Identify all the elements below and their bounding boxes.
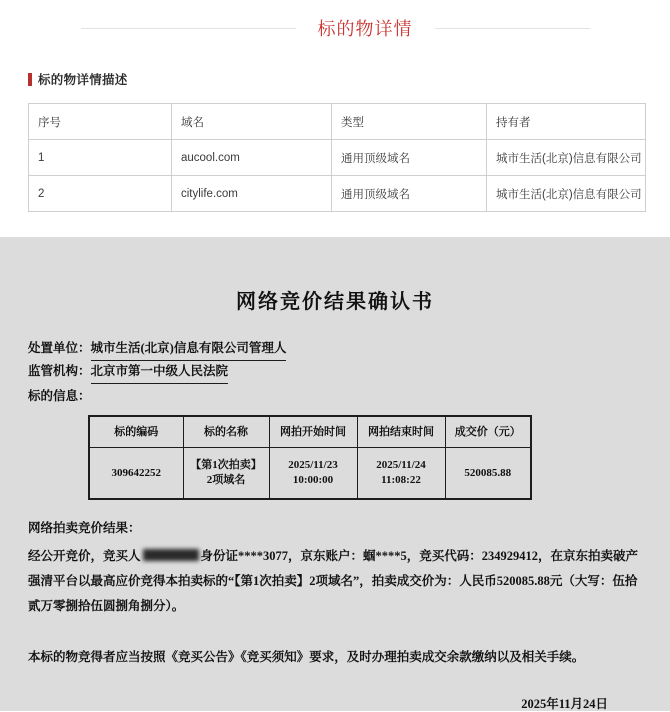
cell-start-time — [269, 448, 357, 500]
column-header-price: 成交价（元） — [445, 416, 531, 448]
section-heading-label: 标的物详情描述 — [38, 73, 128, 87]
cell-type: 通用顶级域名 — [332, 140, 487, 176]
cell-domain: citylife.com — [172, 176, 332, 212]
column-header-type: 类型 — [332, 104, 487, 140]
cell-auction-code: 309642252 — [89, 448, 183, 500]
cell-auction-name — [183, 448, 269, 500]
title-rule-left — [81, 28, 296, 29]
start-date: 2025/11/23 — [288, 459, 338, 471]
end-date: 2025/11/24 — [376, 459, 426, 471]
domain-table-container — [28, 103, 645, 212]
redacted-buyer-name — [143, 549, 199, 561]
section-accent-bar — [28, 73, 32, 86]
cell-final-price: 520085.88 — [445, 448, 531, 500]
page-title: 标的物详情 — [317, 19, 413, 39]
cell-end-time — [357, 448, 445, 500]
meta-label-supervisor: 监管机构： — [28, 364, 91, 378]
confirmation-document — [0, 237, 670, 711]
start-time: 10:00:00 — [292, 474, 334, 486]
column-header-holder: 持有者 — [487, 104, 646, 140]
auction-data-row — [89, 448, 531, 500]
detail-section — [0, 0, 670, 237]
document-body — [28, 516, 642, 670]
cell-index: 2 — [29, 176, 172, 212]
table-row — [29, 176, 646, 212]
auction-table-container — [88, 415, 530, 500]
column-header-index: 序号 — [29, 104, 172, 140]
notice-paragraph: 本标的物竞得者应当按照《竞买公告》《竞买须知》要求，及时办理拍卖成交余款缴纳以及相关手续。 — [28, 650, 585, 664]
cell-index: 1 — [29, 140, 172, 176]
meta-value-supervisor: 北京市第一中级人民法院 — [91, 361, 229, 384]
document-meta — [28, 338, 670, 407]
result-heading: 网络拍卖竞价结果： — [28, 521, 141, 535]
end-time: 11:08:22 — [381, 474, 421, 486]
auction-name-line-1: 【第1次拍卖】 — [190, 459, 262, 471]
table-row — [29, 140, 646, 176]
result-paragraph-body: 身份证****3077，京东账户：蝈****5，竞买代码：234929412，在京东拍卖破产强清平台以最高应价竞得本拍卖标的“【第1次拍卖】2项域名”，拍卖成交价为：人民币520085.88元（大写：伍拾贰万零捌拾伍圆捌角捌分）。 — [28, 549, 639, 613]
result-paragraph — [28, 544, 642, 619]
domain-table — [28, 103, 646, 212]
auction-header-row — [89, 416, 531, 448]
meta-line-supervisor — [28, 361, 670, 384]
document-date: 2025年11月24日 — [521, 697, 608, 711]
section-heading — [28, 70, 670, 88]
meta-line-handling-unit — [28, 338, 670, 361]
cell-domain: aucool.com — [172, 140, 332, 176]
auction-name-line-2: 2项域名 — [206, 474, 246, 486]
meta-label-handling-unit: 处置单位： — [28, 341, 91, 355]
column-header-code: 标的编码 — [89, 416, 183, 448]
title-rule-right — [435, 28, 590, 29]
column-header-end-time: 网拍结束时间 — [357, 416, 445, 448]
auction-info-table — [88, 415, 532, 500]
subject-info-label: 标的信息： — [28, 389, 91, 403]
page-title-row — [0, 0, 670, 56]
document-title: 网络竞价结果确认书 — [236, 291, 434, 313]
column-header-name: 标的名称 — [183, 416, 269, 448]
cell-holder: 城市生活(北京)信息有限公司 — [487, 140, 646, 176]
result-paragraph-prefix: 经公开竞价，竞买人 — [28, 549, 141, 563]
column-header-domain: 域名 — [172, 104, 332, 140]
cell-type: 通用顶级域名 — [332, 176, 487, 212]
column-header-start-time: 网拍开始时间 — [269, 416, 357, 448]
meta-value-handling-unit: 城市生活(北京)信息有限公司管理人 — [91, 338, 287, 361]
table-header-row — [29, 104, 646, 140]
cell-holder: 城市生活(北京)信息有限公司 — [487, 176, 646, 212]
